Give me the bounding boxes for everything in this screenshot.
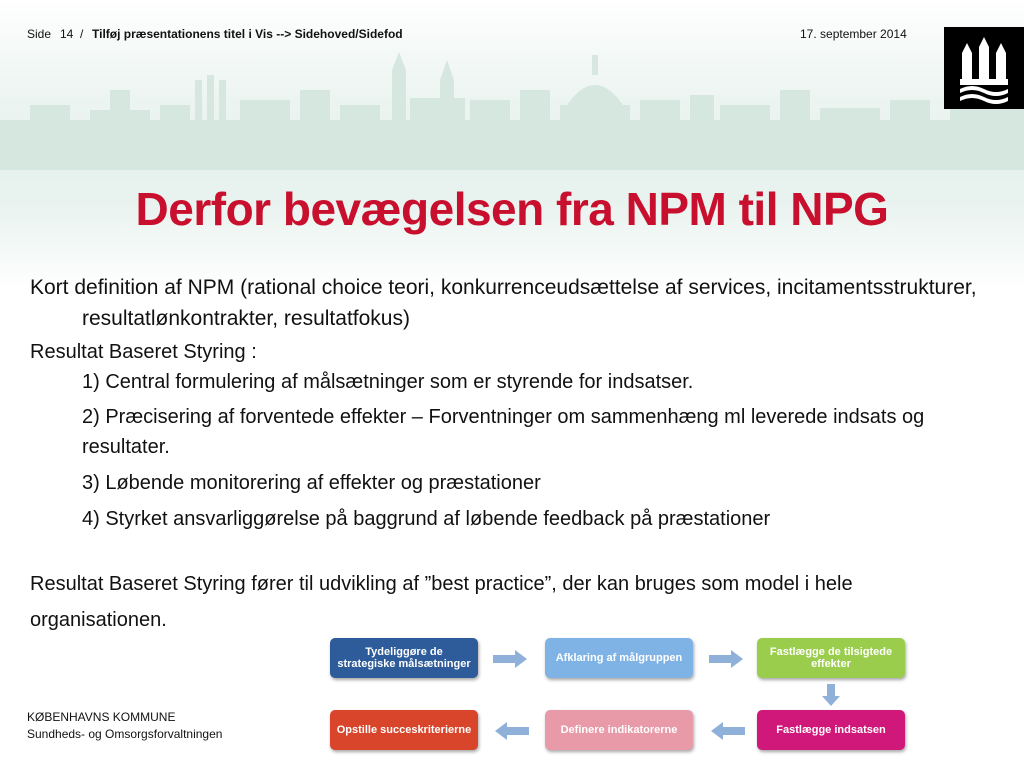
page-label: Side	[27, 27, 52, 41]
list-item: 2) Præcisering af forventede effekter – Forventninger om sammenhæng ml leverede indsats og resultater.	[82, 406, 925, 458]
kobenhavns-kommune-logo	[944, 27, 1024, 109]
list-item: 4) Styrket ansvarliggørelse på baggrund af løbende feedback på præstationer	[82, 508, 771, 530]
slide-title: Derfor bevægelsen fra NPM til NPG	[135, 183, 889, 235]
footer-organisation: KØBENHAVNS KOMMUNE	[27, 710, 176, 724]
city-skyline-illustration	[0, 50, 1024, 170]
process-step-3: Fastlægge de tilsigtede effekter	[757, 638, 905, 678]
slide-body	[30, 272, 990, 638]
best-practice-paragraph: Resultat Baseret Styring fører til udvikling af ”best practice”, der kan bruges som model i hele organisationen.	[30, 573, 853, 631]
city-coat-of-arms-icon	[944, 27, 1024, 109]
arrow-right-icon	[493, 650, 529, 668]
npm-definition-paragraph: Kort definition af NPM (rational choice teori, konkurrenceudsættelse af services, incitamentsstrukturer, resultatlønkontrakter, resultatfokus)	[30, 276, 977, 330]
page-number: 14	[60, 27, 74, 41]
process-step-4: Fastlægge indsatsen	[757, 710, 905, 750]
presentation-date: 17. september 2014	[800, 27, 907, 41]
footer-department: Sundheds- og Omsorgsforvaltningen	[27, 727, 223, 741]
process-step-1: Tydeliggøre de strategiske målsætninger	[330, 638, 478, 678]
arrow-down-icon	[822, 684, 840, 706]
process-step-2: Afklaring af målgruppen	[545, 638, 693, 678]
process-step-6: Opstille succeskriterierne	[330, 710, 478, 750]
rbs-heading: Resultat Baseret Styring :	[30, 341, 257, 363]
header-band	[0, 0, 1024, 290]
process-diagram	[325, 632, 910, 768]
presentation-title: Tilføj præsentationens titel i Vis --> Sidehoved/Sidefod	[92, 27, 403, 41]
process-step-5: Definere indikatorerne	[545, 710, 693, 750]
arrow-left-icon	[709, 722, 745, 740]
arrow-left-icon	[493, 722, 529, 740]
list-item: 3) Løbende monitorering af effekter og præstationer	[82, 472, 541, 494]
page-separator: /	[80, 27, 84, 41]
arrow-right-icon	[709, 650, 745, 668]
list-item: 1) Central formulering af målsætninger som er styrende for indsatser.	[82, 371, 694, 393]
